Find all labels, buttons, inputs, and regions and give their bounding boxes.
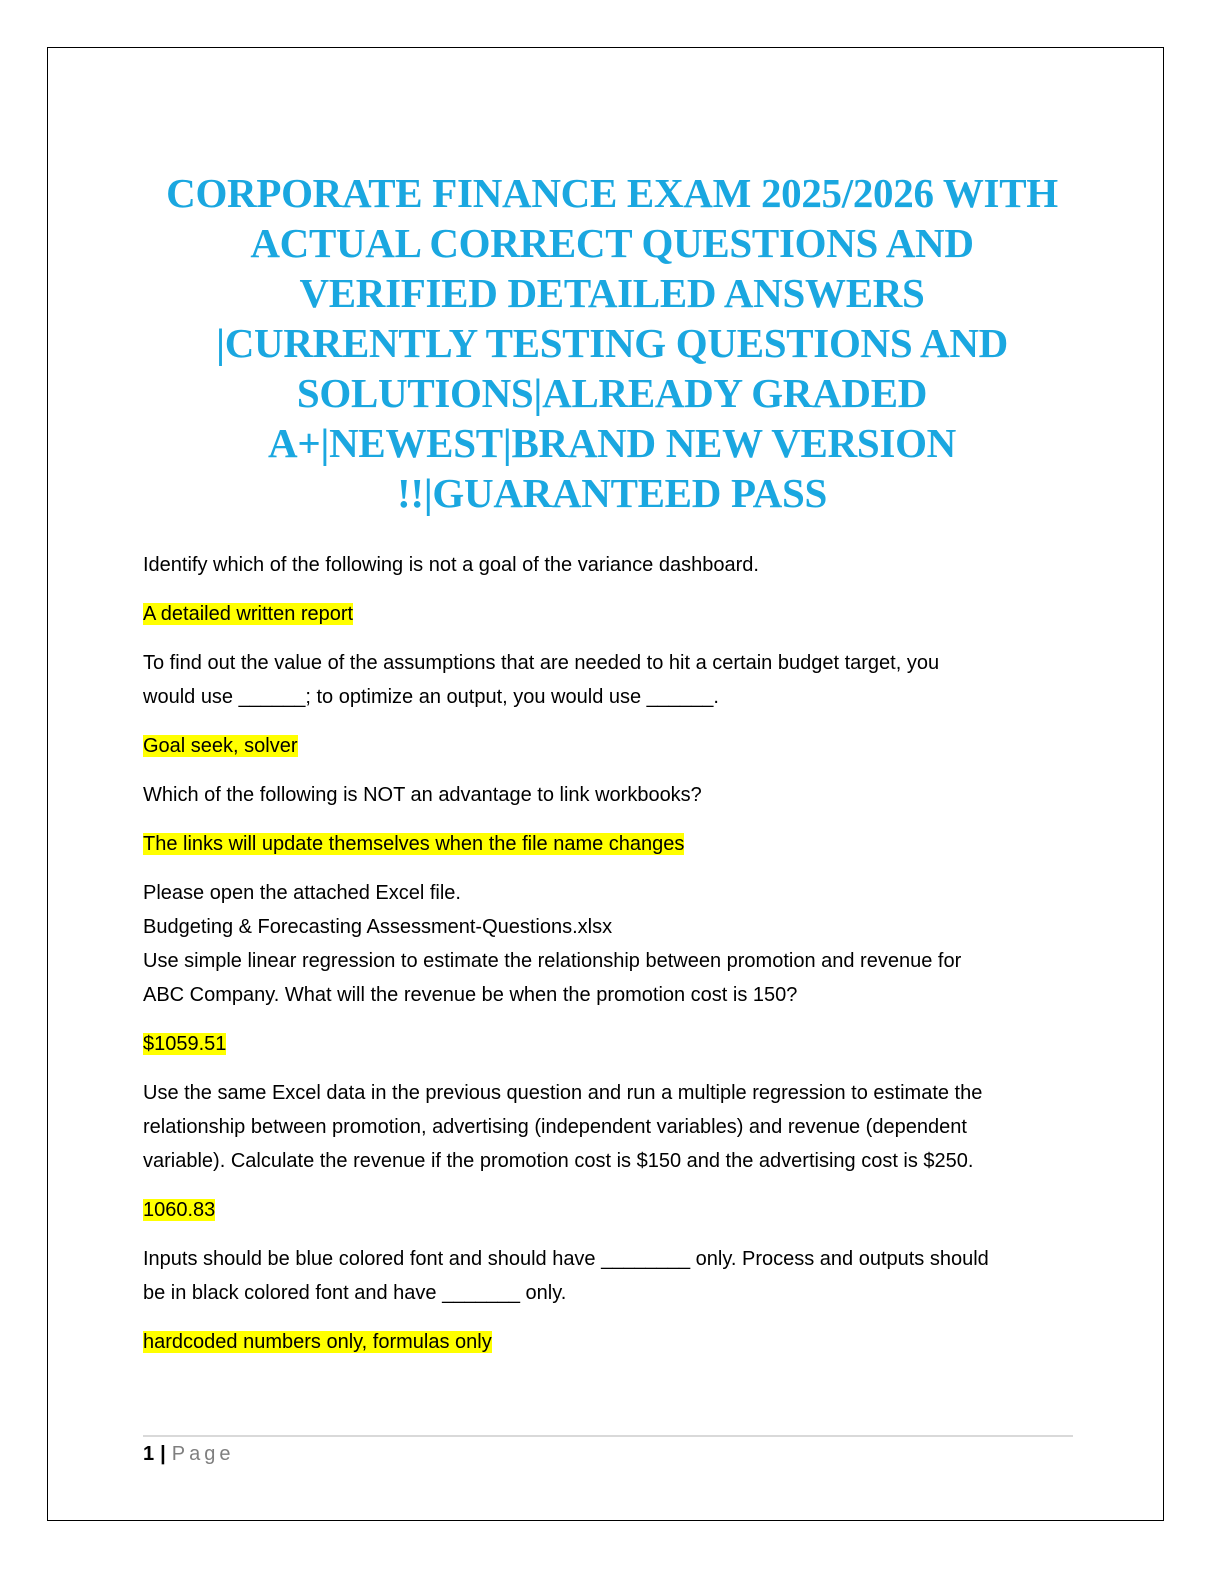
question-line: Use simple linear regression to estimate the relationship between promotion and revenue for xyxy=(143,950,962,972)
question-text xyxy=(143,548,1083,582)
title-line: SOLUTIONS|ALREADY GRADED xyxy=(296,370,928,416)
answer-highlight: $1059.51 xyxy=(143,1033,227,1055)
question-line: ABC Company. What will the revenue be when the promotion cost is 150? xyxy=(143,984,798,1006)
question-line: Identify which of the following is not a goal of the variance dashboard. xyxy=(143,554,759,576)
answer-text xyxy=(143,1325,1083,1359)
answer-text xyxy=(143,827,1083,861)
answer-highlight: A detailed written report xyxy=(143,603,354,625)
page-label: Page xyxy=(171,1443,235,1465)
title-line: !!|GUARANTEED PASS xyxy=(397,470,827,516)
question-text xyxy=(143,1242,1083,1310)
title-line: CORPORATE FINANCE EXAM 2025/2026 WITH xyxy=(166,170,1058,216)
title-line: |CURRENTLY TESTING QUESTIONS AND xyxy=(216,320,1008,366)
answer-highlight: Goal seek, solver xyxy=(143,735,298,757)
question-line: To find out the value of the assumptions that are needed to hit a certain budget target, you xyxy=(143,652,940,674)
attachment-filename: Budgeting & Forecasting Assessment-Questions.xlsx xyxy=(143,916,613,938)
answer-text xyxy=(143,597,1083,631)
footer-separator: | xyxy=(160,1443,166,1465)
question-line: Inputs should be blue colored font and should have ________ only. Process and outputs should xyxy=(143,1248,989,1270)
question-line: Use the same Excel data in the previous question and run a multiple regression to estimate the xyxy=(143,1082,983,1104)
question-line: would use ______; to optimize an output, you would use ______. xyxy=(143,686,719,708)
footer-divider xyxy=(143,1435,1073,1437)
title-line: ACTUAL CORRECT QUESTIONS AND xyxy=(250,220,974,266)
question-line: be in black colored font and have _______ only. xyxy=(143,1282,567,1304)
question-line: Please open the attached Excel file. xyxy=(143,882,461,904)
document-title xyxy=(120,168,1104,518)
question-line: Which of the following is NOT an advantage to link workbooks? xyxy=(143,784,702,806)
title-line: VERIFIED DETAILED ANSWERS xyxy=(299,270,925,316)
answer-text xyxy=(143,729,1083,763)
question-text xyxy=(143,646,1083,714)
question-line: relationship between promotion, advertising (independent variables) and revenue (dependent xyxy=(143,1116,967,1138)
page-number: 1 xyxy=(143,1443,155,1465)
answer-highlight: The links will update themselves when the file name changes xyxy=(143,833,685,855)
answer-text xyxy=(143,1027,1083,1061)
page-footer xyxy=(143,1440,234,1468)
qa-content xyxy=(143,548,1083,1374)
answer-highlight: hardcoded numbers only, formulas only xyxy=(143,1331,492,1353)
title-line: A+|NEWEST|BRAND NEW VERSION xyxy=(268,420,956,466)
question-line: variable). Calculate the revenue if the promotion cost is $150 and the advertising cost is $250. xyxy=(143,1150,974,1172)
question-text xyxy=(143,778,1083,812)
answer-highlight: 1060.83 xyxy=(143,1199,216,1221)
question-text xyxy=(143,876,1083,1012)
question-text xyxy=(143,1076,1083,1178)
answer-text xyxy=(143,1193,1083,1227)
